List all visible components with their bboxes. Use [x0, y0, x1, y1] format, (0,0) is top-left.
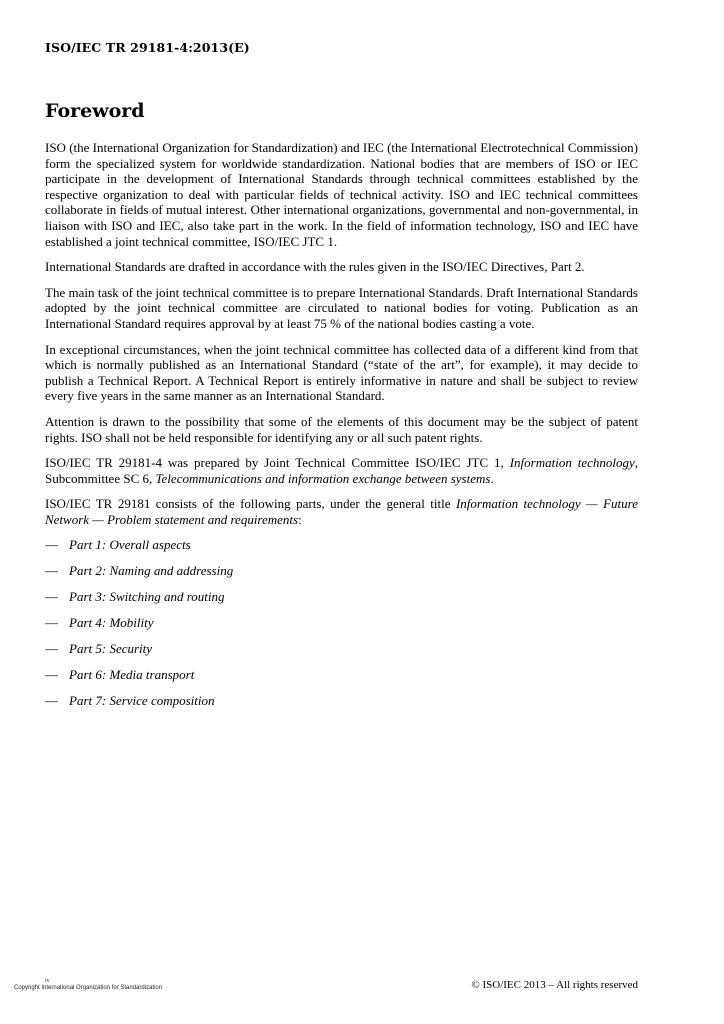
list-item — [45, 589, 638, 605]
list-item — [45, 667, 638, 683]
list-dash: — — [45, 563, 58, 579]
list-item — [45, 537, 638, 553]
list-item-label: Part 6: Media transport — [69, 667, 195, 683]
paragraph-4: In exceptional circumstances, when the joint technical committee has collected data of a different kind from that which is normally published as an International Standard (“state of the art”, for example), it may decide to publish a Technical Report. A Technical Report is entirely informative in nature and shall be subject to review every five years in the same manner as an International Standard. — [45, 341, 638, 404]
paragraph-6-italic-b: Information technology — [509, 455, 635, 471]
paragraph-7 — [45, 496, 638, 527]
paragraph-7-text-a: ISO/IEC TR 29181 consists of the following parts, under the general title — [45, 496, 456, 512]
list-item-label: Part 3: Switching and routing — [69, 589, 225, 605]
paragraph-5: Attention is drawn to the possibility that some of the elements of this document may be the subject of patent rights. ISO shall not be held responsible for identifying any or all such patent rights. — [45, 413, 638, 445]
list-dash: — — [45, 667, 58, 683]
list-item — [45, 615, 638, 631]
paragraph-6-text-c: , Subcommittee SC 6, — [45, 455, 638, 486]
list-item-label: Part 2: Naming and addressing — [69, 563, 234, 579]
list-item-label: Part 7: Service composition — [69, 693, 215, 709]
list-dash: — — [45, 693, 58, 709]
paragraph-2: International Standards are drafted in accordance with the rules given in the ISO/IEC Directives, Part 2. — [45, 259, 585, 275]
paragraph-7-italic-b: Information technology — Future Network — Problem statement and requirements — [45, 496, 638, 527]
paragraph-6 — [45, 455, 638, 486]
list-item-label: Part 4: Mobility — [69, 615, 154, 631]
list-dash: — — [45, 537, 58, 553]
parts-list — [45, 537, 638, 709]
page-title: Foreword — [45, 100, 145, 122]
list-item — [45, 693, 638, 709]
page-number: iv — [45, 978, 50, 984]
foreword-body — [45, 140, 638, 719]
list-item-label: Part 1: Overall aspects — [69, 537, 191, 553]
paragraph-7-text-c: : — [298, 511, 302, 527]
paragraph-6-italic-d: Telecommunications and information exchange between systems — [155, 470, 491, 486]
list-dash: — — [45, 641, 58, 657]
list-item-label: Part 5: Security — [69, 641, 153, 657]
paragraph-6-text-e: . — [490, 470, 494, 486]
list-dash: — — [45, 589, 58, 605]
list-dash: — — [45, 615, 58, 631]
paragraph-1: ISO (the International Organization for Standardization) and IEC (the International Electrotechnical Commission) form the specialized system for worldwide standardization. National bodies that are members of ISO or IEC participate in the development of International Standards through technical committees established by the respective organization to deal with particular fields of technical activity. ISO and IEC technical committees collaborate in fields of mutual interest. Other international organizations, governmental and non-governmental, in liaison with ISO and IEC, also take part in the work. In the field of information technology, ISO and IEC have established a joint technical committee, ISO/IEC JTC 1. — [45, 140, 638, 249]
paragraph-3: The main task of the joint technical committee is to prepare International Standards. Draft International Standards adopted by the joint technical committee are circulated to national bodies for voting. Publication as an International Standard requires approval by at least 75 % of the national bodies casting a vote. — [45, 284, 638, 331]
document-id-header: ISO/IEC TR 29181-4:2013(E) — [45, 40, 250, 55]
footer-copyright-small: Copyright International Organization for Standardization — [14, 985, 163, 991]
list-item — [45, 641, 638, 657]
footer-copyright: © ISO/IEC 2013 – All rights reserved — [471, 979, 638, 991]
list-item — [45, 563, 638, 579]
paragraph-6-text-a: ISO/IEC TR 29181-4 was prepared by Joint Technical Committee ISO/IEC JTC 1, — [45, 455, 510, 471]
